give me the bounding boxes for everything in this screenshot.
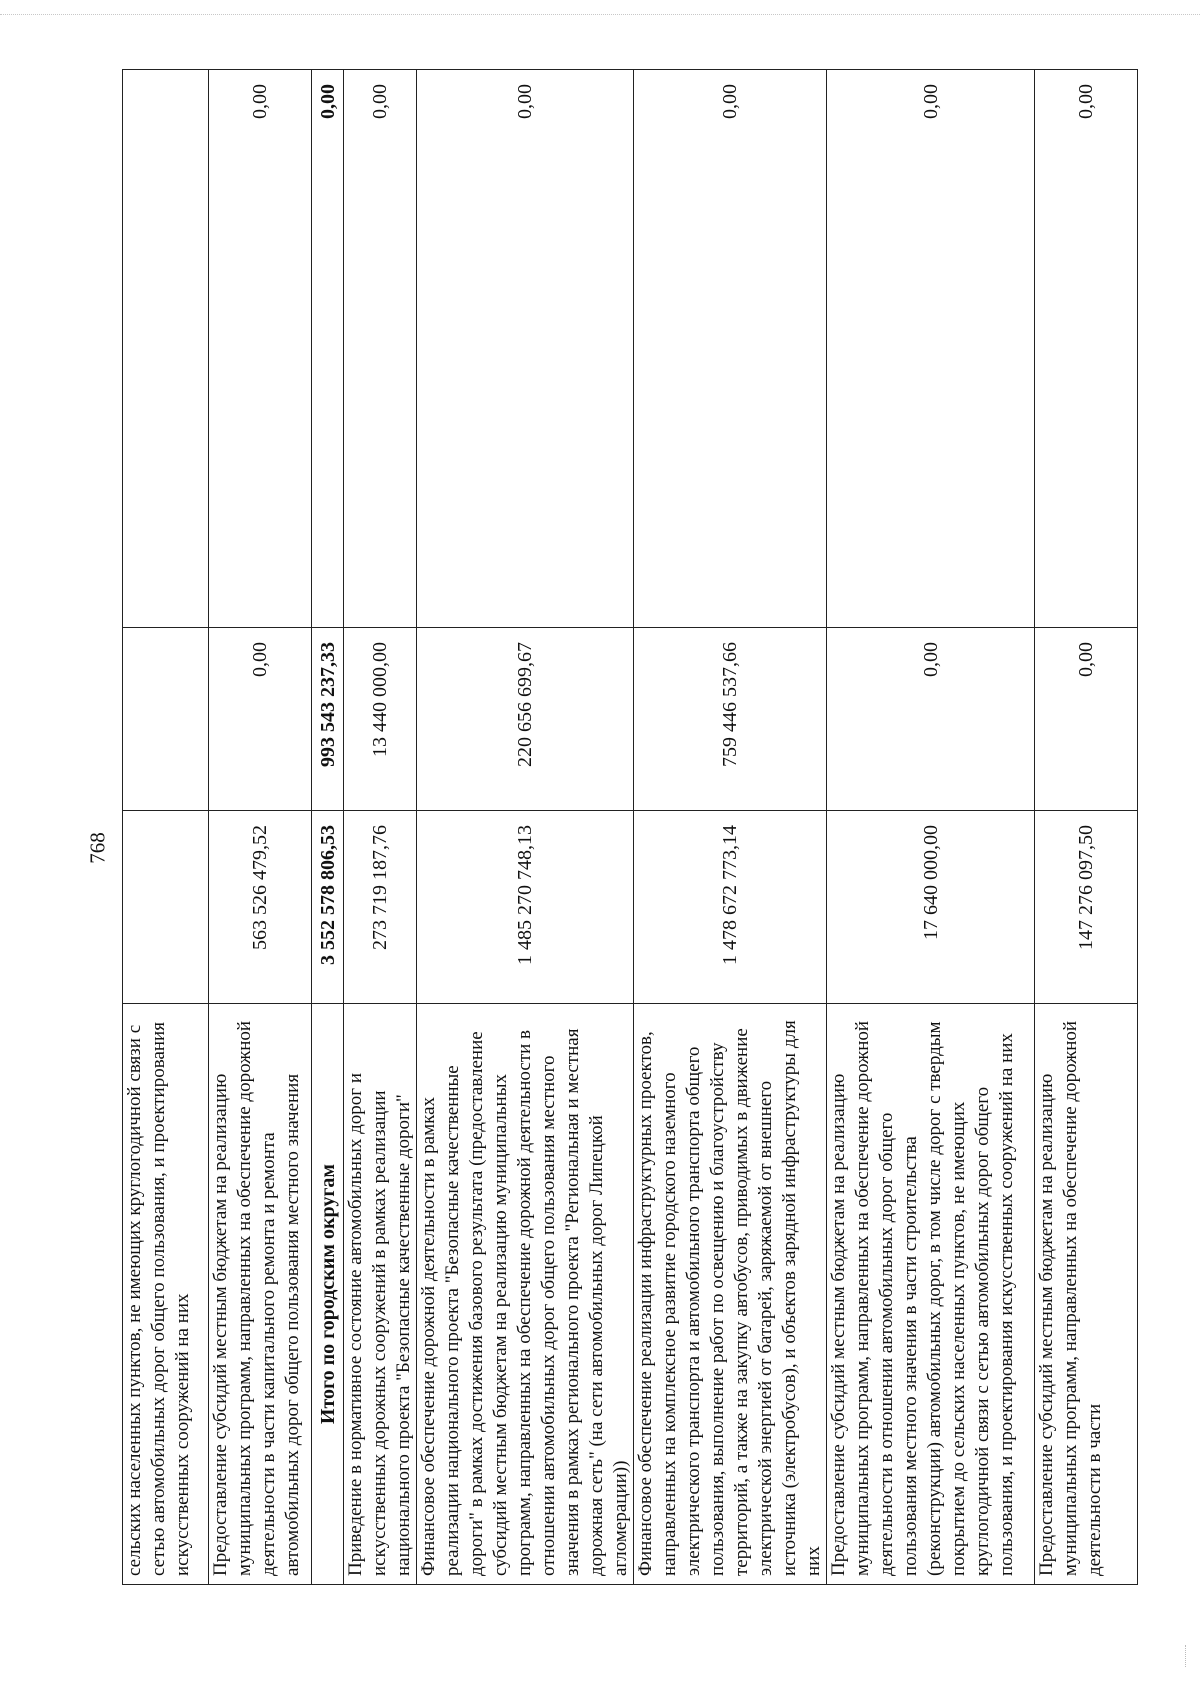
amount-cell-2: 0,00 — [1035, 628, 1138, 811]
amount-cell-1: 1 485 270 748,13 — [417, 811, 634, 1004]
rotated-page-content — [122, 70, 1105, 1585]
budget-table-body — [123, 70, 1138, 1585]
amount-cell-1: 3 552 578 806,53 — [312, 811, 344, 1004]
total-label-cell: Итого по городским округам — [312, 1004, 344, 1585]
amount-cell-2: 13 440 000,00 — [344, 628, 417, 811]
amount-cell-1: 273 719 187,76 — [344, 811, 417, 1004]
amount-cell-2: 0,00 — [827, 628, 1035, 811]
description-cell: Приведение в нормативное состояние автомобильных дорог и искусственных дорожных сооружений в рамках реализации национального проекта "Безопасные качественные дороги" — [344, 1004, 417, 1585]
amount-cell-2: 993 543 237,33 — [312, 628, 344, 811]
table-row — [827, 70, 1035, 1585]
amount-cell-2: 220 656 699,67 — [417, 628, 634, 811]
table-row — [123, 70, 209, 1585]
amount-cell-3: 0,00 — [312, 70, 344, 628]
amount-cell-3: 0,00 — [417, 70, 634, 628]
description-cell: Финансовое обеспечение реализации инфраструктурных проектов, направленных на комплексное развитие городского наземного электрического транспорта и автомобильного транспорта общего пользования, выполнение работ по освещению и благоустройству территорий, а также на закупку автобусов, приводимых в движение электрической энергией от батарей, заряжаемой от внешнего источника (электробусов), и объектов зарядной инфраструктуры для них — [634, 1004, 827, 1585]
amount-cell-2: 0,00 — [209, 628, 312, 811]
amount-cell-2 — [123, 628, 209, 811]
amount-cell-3: 0,00 — [634, 70, 827, 628]
description-cell: Финансовое обеспечение дорожной деятельности в рамках реализации национального проекта "Безопасные качественные дороги" в рамках достижения базового результата (предоставление субсидий местным бюджетам на реализацию муниципальных программ, направленных на обеспечение дорожной деятельности в отношении автомобильных дорог общего пользования местного значения в рамках регионального проекта "Региональная и местная дорожная сеть" (на сети автомобильных дорог Липецкой агломерации)) — [417, 1004, 634, 1585]
amount-cell-3: 0,00 — [1035, 70, 1138, 628]
table-row — [344, 70, 417, 1585]
page-number: 768 — [85, 832, 110, 864]
amount-cell-1: 147 276 097,50 — [1035, 811, 1138, 1004]
amount-cell-1: 563 526 479,52 — [209, 811, 312, 1004]
description-cell: Предоставление субсидий местным бюджетам на реализацию муниципальных программ, направленных на обеспечение дорожной деятельности в части — [1035, 1004, 1138, 1585]
amount-cell-3: 0,00 — [209, 70, 312, 628]
description-cell: Предоставление субсидий местным бюджетам на реализацию муниципальных программ, направленных на обеспечение дорожной деятельности в части капитального ремонта и ремонта автомобильных дорог общего пользования местного значения — [209, 1004, 312, 1585]
amount-cell-2: 759 446 537,66 — [634, 628, 827, 811]
amount-cell-1: 17 640 000,00 — [827, 811, 1035, 1004]
amount-cell-3 — [123, 70, 209, 628]
table-row — [1035, 70, 1138, 1585]
table-row — [634, 70, 827, 1585]
scan-margin-mark — [1185, 1645, 1192, 1667]
description-cell: Предоставление субсидий местным бюджетам на реализацию муниципальных программ, направленных на обеспечение дорожной деятельности в отношении автомобильных дорог общего пользования местного значения в части строительства (реконструкции) автомобильных дорог, в том числе дорог с твердым покрытием до сельских населенных пунктов, не имеющих круглогодичной связи с сетью автомобильных дорог общего пользования, и проектирования искусственных сооружений на них — [827, 1004, 1035, 1585]
table-row — [312, 70, 344, 1585]
amount-cell-1 — [123, 811, 209, 1004]
amount-cell-3: 0,00 — [827, 70, 1035, 628]
scan-top-rule — [0, 14, 1200, 15]
amount-cell-3: 0,00 — [344, 70, 417, 628]
description-cell: сельских населенных пунктов, не имеющих круглогодичной связи с сетью автомобильных дорог общего пользования, и проектирования искусственных сооружений на них — [123, 1004, 209, 1585]
table-row — [209, 70, 312, 1585]
amount-cell-1: 1 478 672 773,14 — [634, 811, 827, 1004]
table-row — [417, 70, 634, 1585]
budget-table — [122, 69, 1138, 1585]
